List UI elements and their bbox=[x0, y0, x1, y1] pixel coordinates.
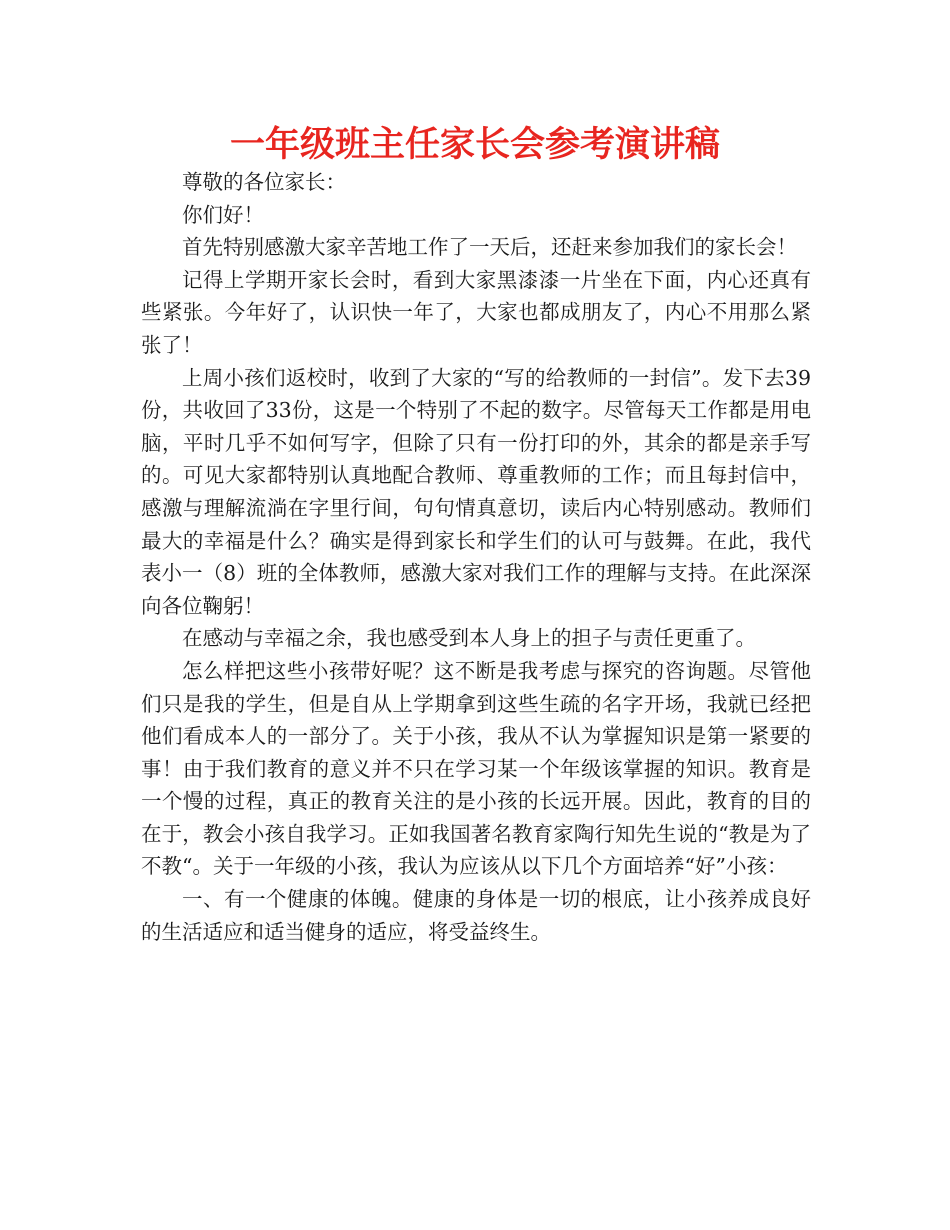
paragraph-responsibility: 在感动与幸福之余，我也感受到本人身上的担子与责任更重了。 bbox=[182, 626, 756, 651]
paragraph-education: 怎么样把这些小孩带好呢？这不断是我考虑与探究的咨询题。尽管他们只是我的学生，但是自从上学期拿到这些生疏的名字开场，我就已经把他们看成本人的一部分了。关于小孩，我从不认为掌握知识是第一紧要的事！由于我们教育的意义并不只在学习某一个年级该掌握的知识。教育是一个慢的过程，真正的教育关注的是小孩的长远开展。因此，教育的目的在于，教会小孩自我学习。正如我国著名教育家陶行知先生说的“教是为了不教“。关于一年级的小孩，我认为应该从以下几个方面培养“好”小孩： bbox=[141, 658, 811, 879]
paragraph-greeting: 你们好！ bbox=[182, 202, 264, 227]
document-body bbox=[141, 166, 811, 948]
paragraph-salutation: 尊敬的各位家长： bbox=[182, 170, 346, 194]
paragraph-letters: 上周小孩们返校时，收到了大家的“写的给教师的一封信”。发下去39份，共收回了33份，这是一个特别了不起的数字。尽管每天工作都是用电脑，平时几乎不如何写字，但除了只有一份打印的外，其余的都是亲手写的。可见大家都特别认真地配合教师、尊重教师的工作；而且每封信中，感激与理解流淌在字里行间，句句情真意切，读后内心特别感动。教师们最大的幸福是什么？确实是得到家长和学生们的认可与鼓舞。在此，我代表小一（8）班的全体教师，感激大家对我们工作的理解与支持。在此深深向各位鞠躬！ bbox=[141, 365, 811, 618]
paragraph-health: 一、有一个健康的体魄。健康的身体是一切的根底，让小孩养成良好的生活适应和适当健身的适应，将受益终生。 bbox=[141, 887, 811, 944]
paragraph-thanks: 首先特别感激大家辛苦地工作了一天后，还赶来参加我们的家长会！ bbox=[182, 235, 797, 260]
document-title: 一年级班主任家长会参考演讲稿 bbox=[229, 125, 720, 165]
paragraph-last-meeting: 记得上学期开家长会时，看到大家黑漆漆一片坐在下面，内心还真有些紧张。今年好了，认识快一年了，大家也都成朋友了，内心不用那么紧张了！ bbox=[141, 267, 811, 357]
